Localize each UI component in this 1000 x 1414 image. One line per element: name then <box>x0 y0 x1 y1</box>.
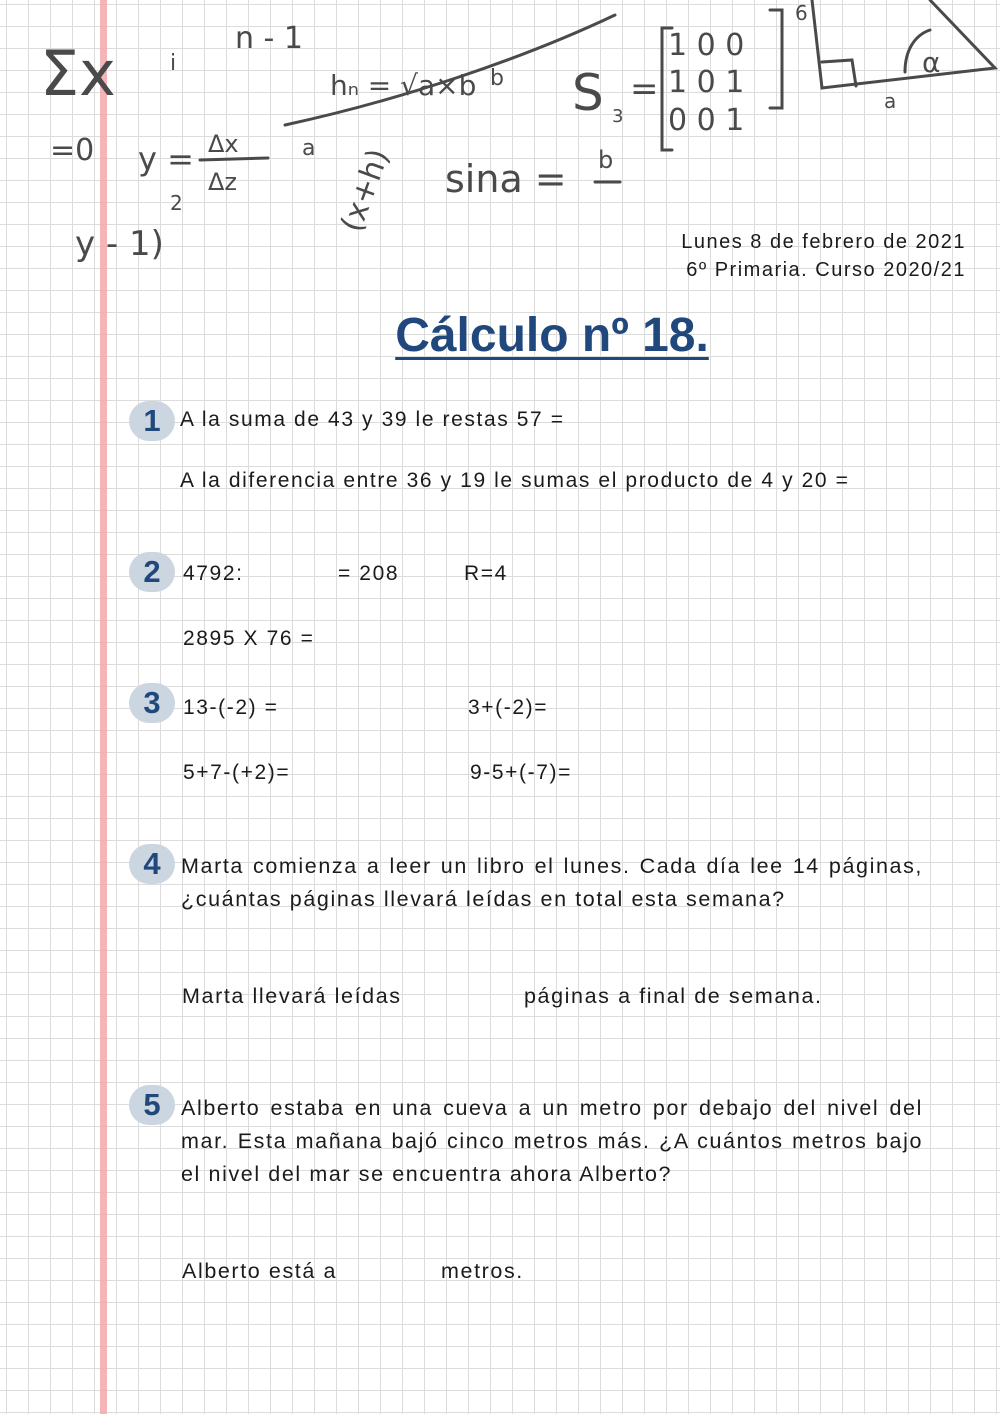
doodle-n-minus: n - 1 <box>235 21 303 56</box>
doodle-right-angle <box>822 60 856 86</box>
doodle-matrix-row3: 0 0 1 <box>668 103 745 138</box>
exercise-3-op-3: 5+7-(+2)= <box>183 761 291 784</box>
exercise-number-5: 5 <box>129 1085 175 1125</box>
course-line: 6º Primaria. Curso 2020/21 <box>686 259 966 281</box>
exercise-2-dividend: 4792: <box>183 562 244 585</box>
doodle-sum: Σx <box>40 37 116 110</box>
exercise-2-result: = 208 <box>338 562 400 585</box>
doodle-sub-i: i <box>170 51 177 76</box>
doodle-a: a <box>302 136 316 161</box>
exercise-4-problem: Marta comienza a leer un libro el lunes. Cada día lee 14 páginas, ¿cuántas páginas llevará leídas en total esta semana? <box>181 854 923 911</box>
exercise-2-remainder: R=4 <box>464 562 508 585</box>
exercise-5-answer-end: metros. <box>441 1259 524 1283</box>
exercise-4-answer-end: páginas a final de semana. <box>524 984 823 1008</box>
exercise-number-3: 3 <box>129 683 175 723</box>
doodle-triangle <box>812 0 995 88</box>
doodle-sub-0: =0 <box>50 133 95 168</box>
doodle-den: Δz <box>208 168 238 196</box>
doodle-s3: S <box>572 64 604 122</box>
exercise-5-answer-start: Alberto está a <box>182 1259 338 1283</box>
doodle-side-a: a <box>884 89 897 113</box>
doodle-alpha: α <box>922 46 941 79</box>
exercise-5-problem: Alberto estaba en una cueva a un metro por debajo del nivel del mar. Esta mañana bajó cinco metros más. ¿A cuántos metros bajo el nivel del mar se encuentra ahora Alberto? <box>181 1096 923 1186</box>
doodle-xh: (x+h) <box>334 144 397 237</box>
doodle-matrix-row2: 1 0 1 <box>668 65 745 100</box>
doodle-exp2: 2 <box>170 191 183 215</box>
worksheet-header <box>681 228 966 284</box>
doodle-y-minus: y - 1) <box>75 224 164 264</box>
exercise-4-answer-start: Marta llevará leídas <box>182 984 402 1008</box>
exercise-number-2: 2 <box>129 552 175 592</box>
exercise-2-multiplication: 2895 X 76 = <box>183 627 315 650</box>
exercise-1-line-2: A la diferencia entre 36 y 19 le sumas el producto de 4 y 20 = <box>180 469 850 492</box>
exercise-3-op-2: 3+(-2)= <box>468 696 549 719</box>
doodle-s3-eq: = <box>630 69 659 109</box>
page-title: Cálculo nº 18. <box>395 309 709 362</box>
doodle-y-eq: y = <box>138 140 194 178</box>
exercise-number-1: 1 <box>129 401 175 441</box>
date-line: Lunes 8 de febrero de 2021 <box>681 231 966 253</box>
doodle-b: b <box>490 66 504 91</box>
doodle-s3-sub: 3 <box>612 106 624 127</box>
doodle-six: 6 <box>795 1 808 25</box>
doodle-fraction-bar <box>200 158 268 160</box>
doodle-bracket-right <box>770 10 782 108</box>
doodle-frac-b: b <box>598 146 614 174</box>
doodle-matrix-row1: 1 0 0 <box>668 28 745 63</box>
exercise-3-op-4: 9-5+(-7)= <box>470 761 572 784</box>
doodle-sina: sina = <box>445 157 567 201</box>
exercise-3-op-1: 13-(-2) = <box>183 696 279 719</box>
exercise-1-line-1: A la suma de 43 y 39 le restas 57 = <box>180 408 565 431</box>
doodle-hn: hₙ = √a×b <box>330 69 477 102</box>
exercise-number-4: 4 <box>129 844 175 884</box>
doodle-num: Δx <box>208 130 239 158</box>
